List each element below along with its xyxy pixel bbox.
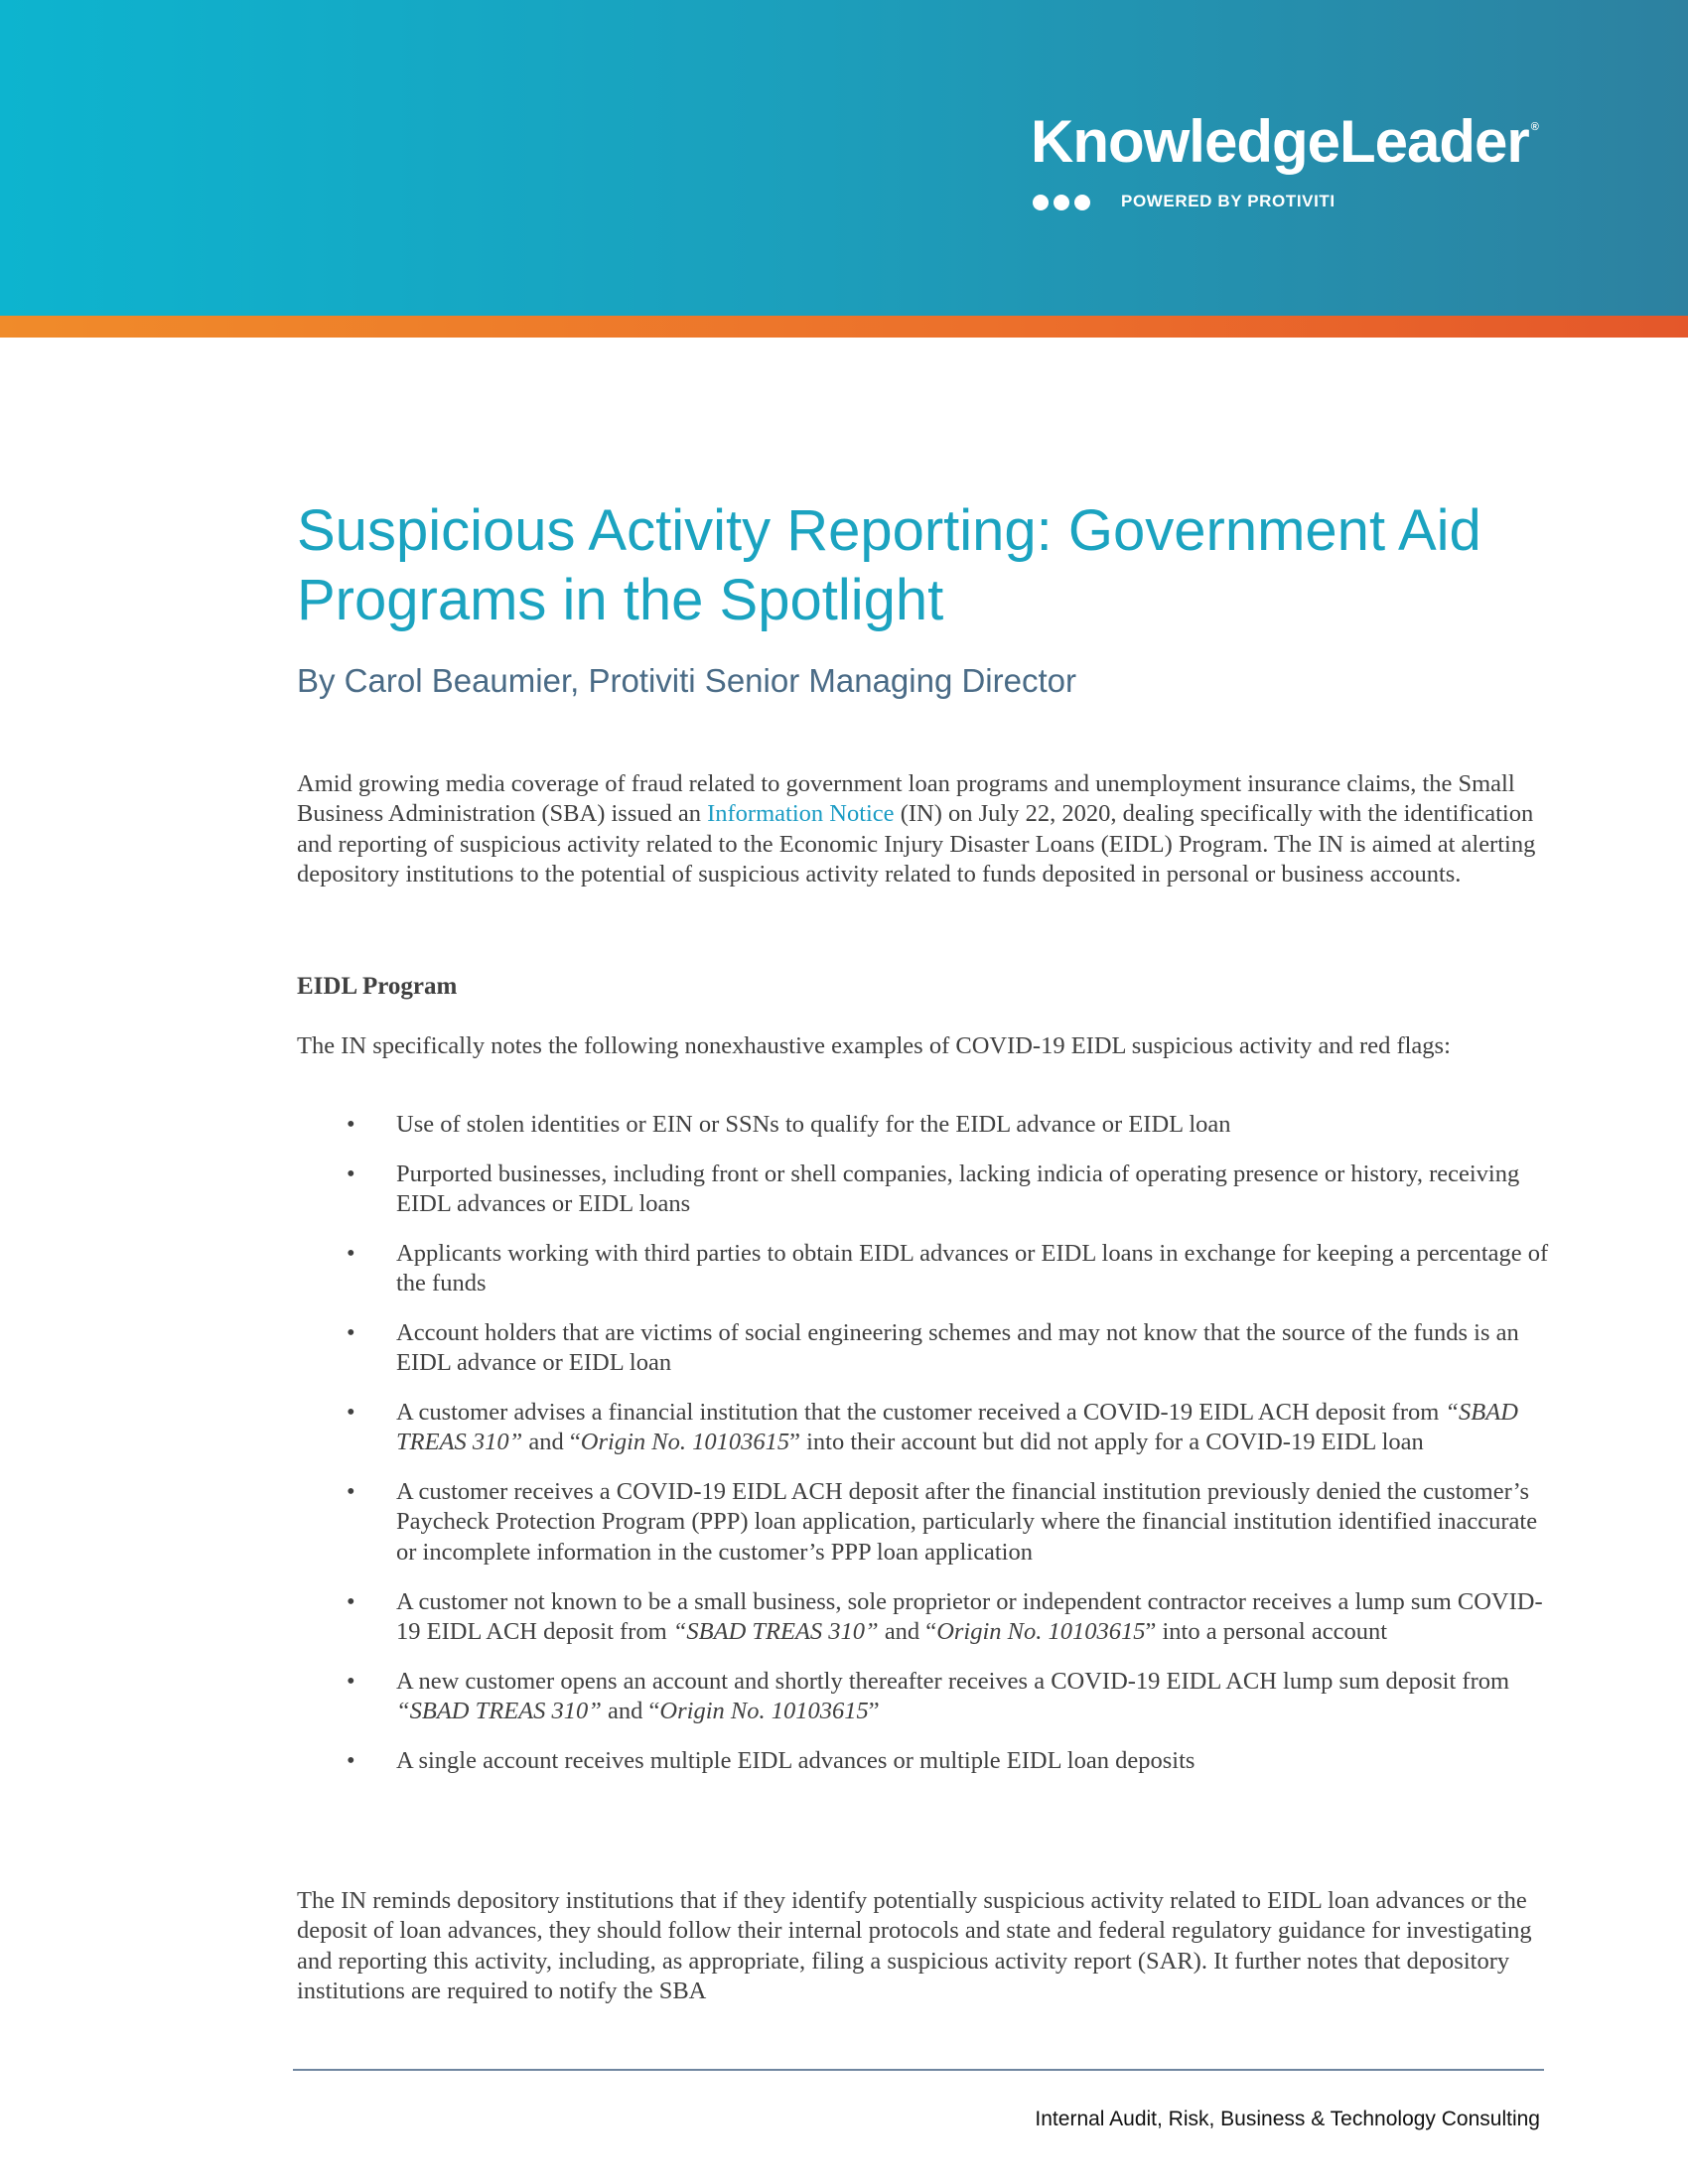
list-item-text: Account holders that are victims of social engineering schemes and may not know that the source of the funds is an EIDL advance or EIDL loan xyxy=(396,1318,1519,1377)
italic-segment: “SBAD TREAS 310” xyxy=(396,1697,602,1724)
bullet-icon: • xyxy=(347,1746,355,1774)
list-item xyxy=(297,1587,1550,1648)
intro-paragraph xyxy=(297,769,1550,889)
italic-segment: “SBAD TREAS 310” xyxy=(396,1399,1518,1456)
list-item xyxy=(297,1477,1550,1568)
italic-segment: Origin No. 10103615 xyxy=(580,1429,790,1456)
footer-divider xyxy=(293,2069,1544,2071)
text-segment: and “ xyxy=(522,1429,581,1456)
list-item xyxy=(297,1667,1550,1727)
text-segment: and “ xyxy=(878,1617,937,1645)
bullet-icon: • xyxy=(347,1399,355,1427)
list-item-text xyxy=(396,1399,1518,1455)
text-segment: ” into a personal account xyxy=(1145,1617,1388,1645)
bullet-icon: • xyxy=(347,1667,355,1695)
intro-text-end: (IN) on July 22, 2020, dealing specifically with the identification and reporting of suspicious activity related to the Economic Injury Disaster Loans (EIDL) Program. The IN is aimed at alerting depository institutions to the potential of suspicious activity related to funds deposited in personal or business accounts. xyxy=(297,800,1536,887)
document-byline: By Carol Beaumier, Protiviti Senior Managing Director xyxy=(297,662,1076,699)
list-item-text xyxy=(396,1668,1509,1724)
bullet-icon: • xyxy=(347,1239,355,1267)
list-item-text: A customer receives a COVID-19 EIDL ACH deposit after the financial institution previously denied the customer’s Paycheck Protection Program (PPP) loan application, particularly where the financial institution identified inaccurate or incomplete information in the customer’s PPP loan application xyxy=(396,1478,1538,1566)
text-segment: and “ xyxy=(601,1697,660,1724)
list-item xyxy=(297,1160,1550,1220)
document-title: Suspicious Activity Reporting: Government Aid Programs in the Spotlight xyxy=(297,498,1481,632)
text-segment: ” into their account but did not apply for a COVID-19 EIDL loan xyxy=(789,1429,1424,1456)
section-intro-paragraph: The IN specifically notes the following nonexhaustive examples of COVID-19 EIDL suspicious activity and red flags: xyxy=(297,1032,1451,1059)
bullet-icon: • xyxy=(347,1111,355,1138)
bullet-icon: • xyxy=(347,1478,355,1506)
bullet-icon: • xyxy=(347,1318,355,1346)
text-segment: A new customer opens an account and shortly thereafter receives a COVID-19 EIDL ACH lump sum deposit from xyxy=(396,1667,1510,1695)
list-item-text: A single account receives multiple EIDL advances or multiple EIDL loan deposits xyxy=(396,1746,1196,1774)
brand-dots-icon xyxy=(1033,195,1090,210)
list-item-text xyxy=(396,1588,1543,1645)
list-item-text: Purported businesses, including front or shell companies, lacking indicia of operating presence or history, receiving EIDL advances or EIDL loans xyxy=(396,1160,1520,1218)
bullet-icon: • xyxy=(347,1587,355,1615)
text-segment: A customer not known to be a small business, sole proprietor or independent contractor receives a lump sum COVID-19 EIDL ACH deposit from xyxy=(396,1587,1543,1645)
red-flags-list xyxy=(297,1110,1550,1796)
bullet-icon: • xyxy=(347,1160,355,1187)
intro-text-start: Amid growing media coverage of fraud related to government loan programs and unemployment insurance claims, the Small Business Administration (SBA) issued an xyxy=(297,770,1515,828)
header-accent-stripe xyxy=(0,316,1688,338)
brand-logo xyxy=(1031,107,1538,176)
list-item-text: Applicants working with third parties to obtain EIDL advances or EIDL loans in exchange for keeping a percentage of the funds xyxy=(396,1239,1549,1297)
list-item xyxy=(297,1239,1550,1299)
section-heading: EIDL Program xyxy=(297,973,458,1000)
information-notice-link[interactable]: Information Notice xyxy=(707,800,895,828)
italic-segment: “SBAD TREAS 310” xyxy=(672,1617,879,1645)
list-item xyxy=(297,1110,1550,1140)
closing-paragraph: The IN reminds depository institutions that if they identify potentially suspicious activity related to EIDL loan advances or the deposit of loan advances, they should follow their internal protocols and state and federal regulatory guidance for investigating and reporting this activity, including, as appropriate, filing a suspicious activity report (SAR). It further notes that depository institutions are required to notify the SBA xyxy=(297,1887,1532,2004)
brand-registered-mark: ® xyxy=(1530,121,1538,133)
italic-segment: Origin No. 10103615 xyxy=(659,1697,869,1724)
italic-segment: Origin No. 10103615 xyxy=(936,1617,1146,1645)
footer-tagline: Internal Audit, Risk, Business & Technology Consulting xyxy=(1035,2108,1540,2130)
text-segment: A customer advises a financial institution that the customer received a COVID-19 EIDL ACH deposit from xyxy=(396,1399,1446,1427)
list-item xyxy=(297,1398,1550,1458)
text-segment: ” xyxy=(868,1697,880,1724)
list-item-text: Use of stolen identities or EIN or SSNs to qualify for the EIDL advance or EIDL loan xyxy=(396,1111,1231,1138)
list-item xyxy=(297,1318,1550,1379)
brand-tagline: POWERED BY PROTIVITI xyxy=(1121,192,1336,210)
brand-name: KnowledgeLeader xyxy=(1031,108,1529,175)
list-item xyxy=(297,1746,1550,1776)
